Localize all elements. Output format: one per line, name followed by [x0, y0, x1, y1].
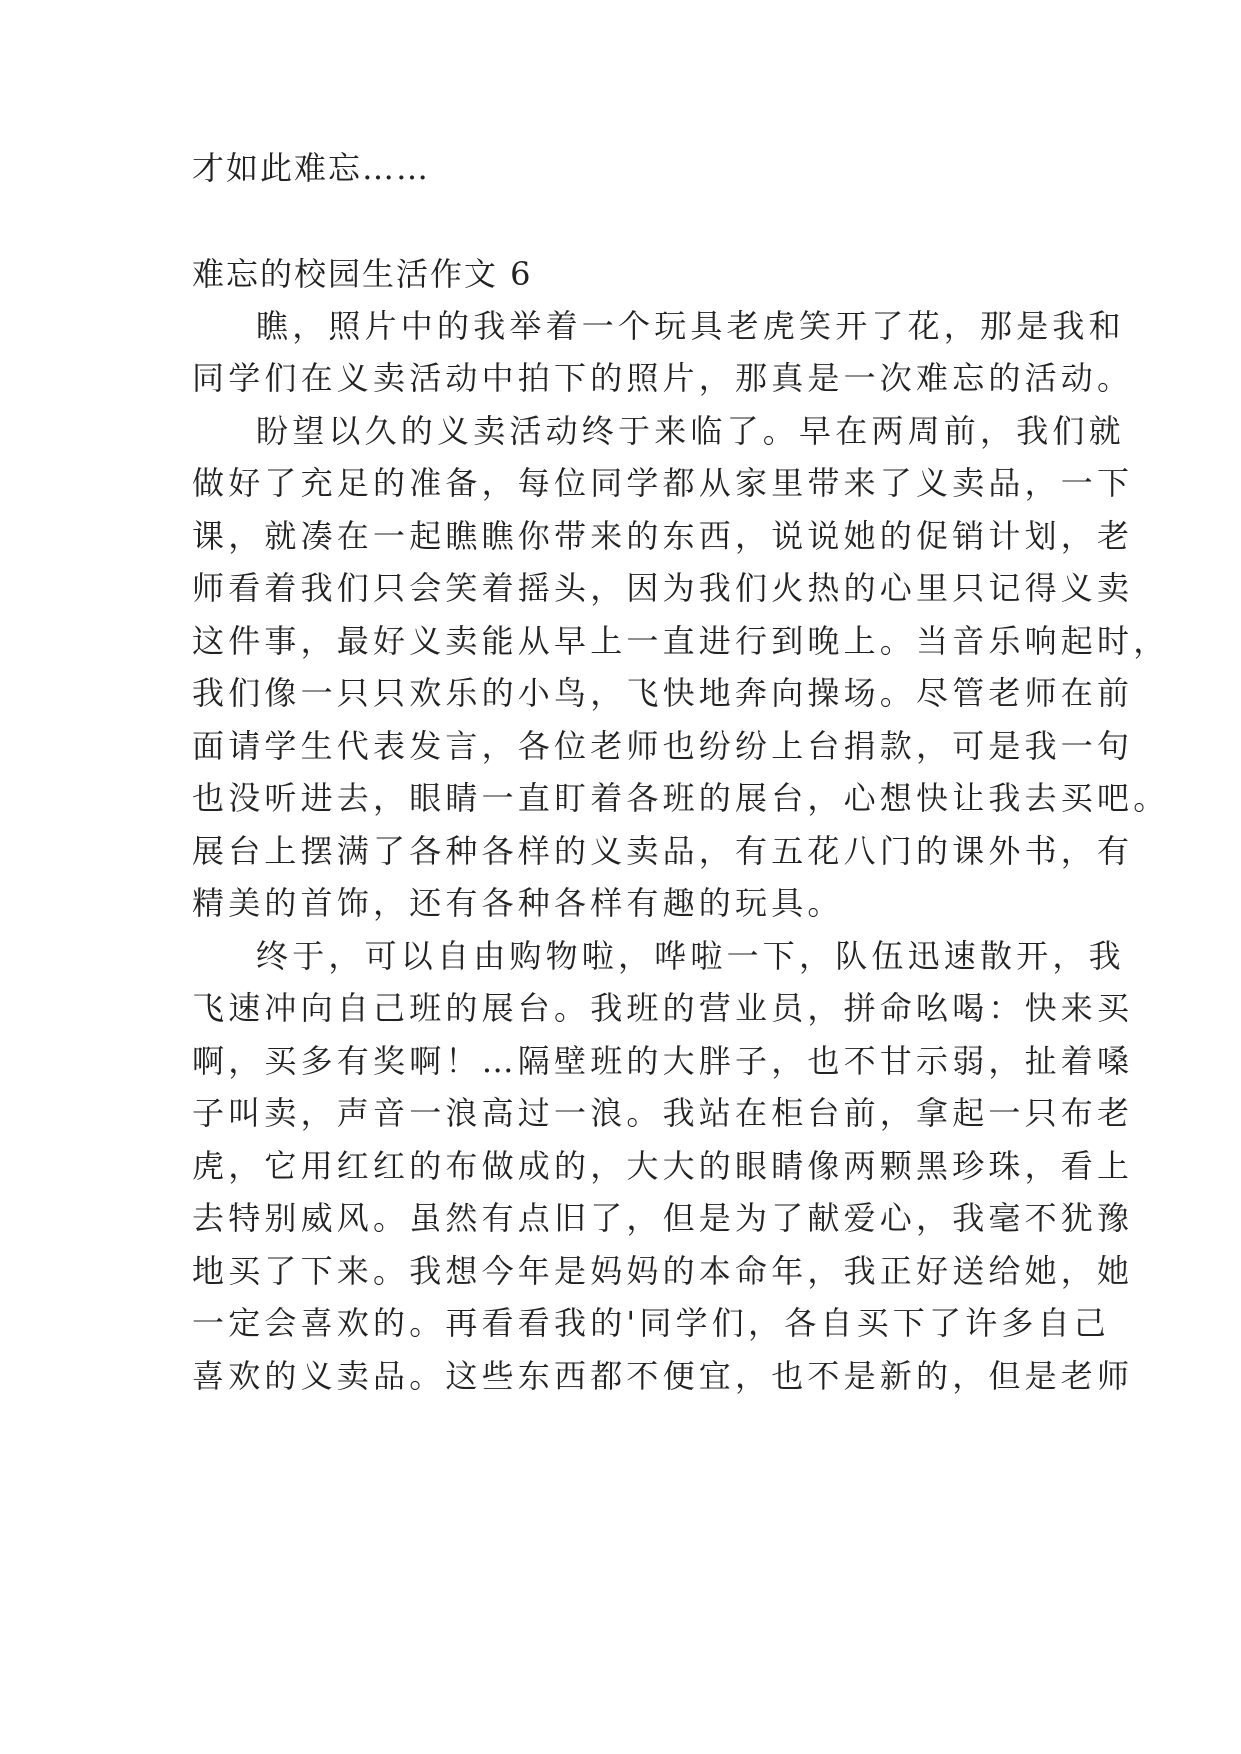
paragraph-3-line-2: 飞速冲向自己班的展台。我班的营业员，拼命吆喝：快来买 [192, 989, 1134, 1027]
paragraph-2-line-4: 师看着我们只会笑着摇头，因为我们火热的心里只记得义卖 [192, 569, 1134, 607]
paragraph-3-line-8: 一定会喜欢的。再看看我的'同学们，各自买下了许多自己 [192, 1304, 1110, 1342]
text-line-continuation: 才如此难忘…… [192, 149, 431, 187]
paragraph-3-line-5: 虎，它用红红的布做成的，大大的眼睛像两颗黑珍珠，看上 [192, 1147, 1134, 1185]
paragraph-2-line-3: 课，就凑在一起瞧瞧你带来的东西，说说她的促销计划，老 [192, 517, 1134, 555]
paragraph-3-line-3: 啊，买多有奖啊！…隔壁班的大胖子，也不甘示弱，扯着嗓 [192, 1042, 1134, 1080]
section-title: 难忘的校园生活作文 6 [192, 255, 533, 293]
paragraph-2-line-1: 盼望以久的义卖活动终于来临了。早在两周前，我们就 [256, 412, 1125, 450]
paragraph-2-line-8: 也没听进去，眼睛一直盯着各班的展台，心想快让我去买吧。 [192, 779, 1170, 817]
paragraph-3-line-9: 喜欢的义卖品。这些东西都不便宜，也不是新的，但是老师 [192, 1357, 1134, 1395]
paragraph-3-line-6: 去特别威风。虽然有点旧了，但是为了献爱心，我毫不犹豫 [192, 1199, 1134, 1237]
paragraph-2-line-5: 这件事，最好义卖能从早上一直进行到晚上。当音乐响起时， [192, 622, 1170, 660]
paragraph-2-line-9: 展台上摆满了各种各样的义卖品，有五花八门的课外书，有 [192, 832, 1134, 870]
paragraph-3-line-1: 终于，可以自由购物啦，哗啦一下，队伍迅速散开，我 [256, 937, 1125, 975]
paragraph-2-line-2: 做好了充足的准备，每位同学都从家里带来了义卖品，一下 [192, 464, 1134, 502]
paragraph-1-line-1: 瞧，照片中的我举着一个玩具老虎笑开了花，那是我和 [256, 307, 1125, 345]
paragraph-2-line-10: 精美的首饰，还有各种各样有趣的玩具。 [192, 884, 844, 922]
paragraph-1-line-2: 同学们在义卖活动中拍下的照片，那真是一次难忘的活动。 [192, 359, 1134, 397]
paragraph-2-line-7: 面请学生代表发言，各位老师也纷纷上台捐款，可是我一句 [192, 727, 1134, 765]
paragraph-2-line-6: 我们像一只只欢乐的小鸟，飞快地奔向操场。尽管老师在前 [192, 674, 1134, 712]
paragraph-3-line-7: 地买了下来。我想今年是妈妈的本命年，我正好送给她，她 [192, 1252, 1134, 1290]
paragraph-3-line-4: 子叫卖，声音一浪高过一浪。我站在柜台前，拿起一只布老 [192, 1094, 1134, 1132]
